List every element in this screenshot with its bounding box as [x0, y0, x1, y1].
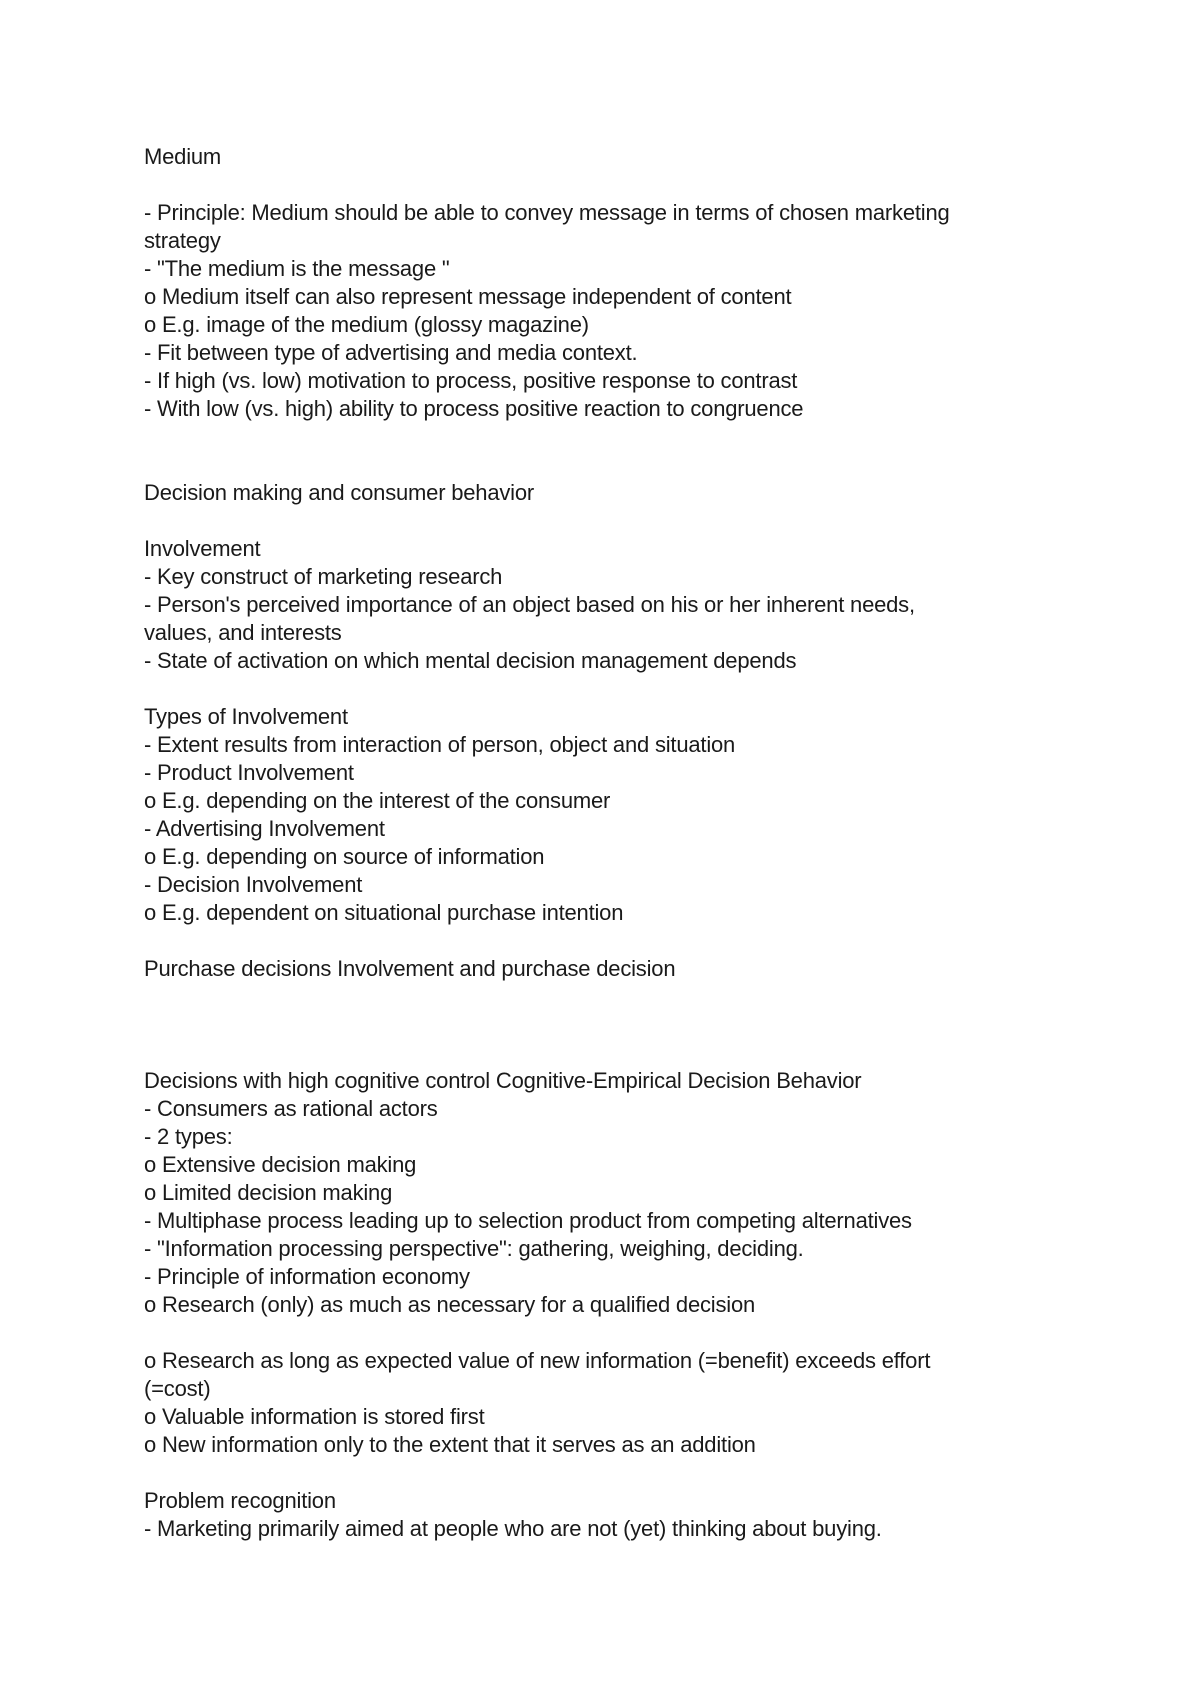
- text-line: o E.g. image of the medium (glossy magazine): [144, 312, 589, 337]
- blank-line: [144, 451, 1084, 479]
- text-line: - Fit between type of advertising and media context.: [144, 340, 638, 365]
- text-line: - Consumers as rational actors: [144, 1096, 438, 1121]
- text-line: - Person's perceived importance of an object based on his or her inherent needs,: [144, 592, 915, 617]
- section-heading-involvement: Involvement: [144, 536, 261, 561]
- text-line: - Principle of information economy: [144, 1264, 470, 1289]
- text-line: o New information only to the extent that it serves as an addition: [144, 1432, 756, 1457]
- blank-line: [144, 1319, 1084, 1347]
- text-line: o E.g. depending on the interest of the consumer: [144, 788, 611, 813]
- blank-line: [144, 1039, 1084, 1067]
- blank-line: [144, 1459, 1084, 1487]
- blank-line: [144, 423, 1084, 451]
- text-line: - 2 types:: [144, 1124, 233, 1149]
- blank-line: [144, 507, 1084, 535]
- text-line: - Principle: Medium should be able to convey message in terms of chosen marketing: [144, 200, 950, 225]
- text-line: o Limited decision making: [144, 1180, 393, 1205]
- section-heading-cognitive-control: Decisions with high cognitive control Cognitive-Empirical Decision Behavior: [144, 1068, 862, 1093]
- text-line: - Decision Involvement: [144, 872, 363, 897]
- section-heading-types-of-involvement: Types of Involvement: [144, 704, 348, 729]
- document-body: [144, 143, 1084, 1543]
- text-line: - Extent results from interaction of person, object and situation: [144, 732, 736, 757]
- section-heading-purchase-decisions: Purchase decisions Involvement and purchase decision: [144, 956, 676, 981]
- text-line: - If high (vs. low) motivation to process, positive response to contrast: [144, 368, 798, 393]
- text-line: o Extensive decision making: [144, 1152, 417, 1177]
- text-line: - "The medium is the message ": [144, 256, 450, 281]
- blank-line: [144, 927, 1084, 955]
- text-line: - Key construct of marketing research: [144, 564, 503, 589]
- text-line: - With low (vs. high) ability to process positive reaction to congruence: [144, 396, 804, 421]
- text-line: o Valuable information is stored first: [144, 1404, 485, 1429]
- section-heading-medium: Medium: [144, 144, 222, 169]
- text-line: - Product Involvement: [144, 760, 354, 785]
- text-line: - "Information processing perspective": gathering, weighing, deciding.: [144, 1236, 804, 1261]
- text-line: strategy: [144, 228, 221, 253]
- text-line: - State of activation on which mental decision management depends: [144, 648, 797, 673]
- blank-line: [144, 983, 1084, 1011]
- text-line: o Research (only) as much as necessary for a qualified decision: [144, 1292, 756, 1317]
- blank-line: [144, 1011, 1084, 1039]
- text-line: o Research as long as expected value of new information (=benefit) exceeds effort: [144, 1348, 931, 1373]
- text-line: - Advertising Involvement: [144, 816, 385, 841]
- blank-line: [144, 675, 1084, 703]
- blank-line: [144, 171, 1084, 199]
- text-line: - Marketing primarily aimed at people who are not (yet) thinking about buying.: [144, 1516, 882, 1541]
- text-line: o Medium itself can also represent message independent of content: [144, 284, 792, 309]
- text-line: values, and interests: [144, 620, 342, 645]
- section-heading-problem-recognition: Problem recognition: [144, 1488, 336, 1513]
- section-heading-decision-making: Decision making and consumer behavior: [144, 480, 535, 505]
- text-line: o E.g. depending on source of information: [144, 844, 545, 869]
- text-line: o E.g. dependent on situational purchase intention: [144, 900, 624, 925]
- text-line: - Multiphase process leading up to selection product from competing alternatives: [144, 1208, 912, 1233]
- text-line: (=cost): [144, 1376, 211, 1401]
